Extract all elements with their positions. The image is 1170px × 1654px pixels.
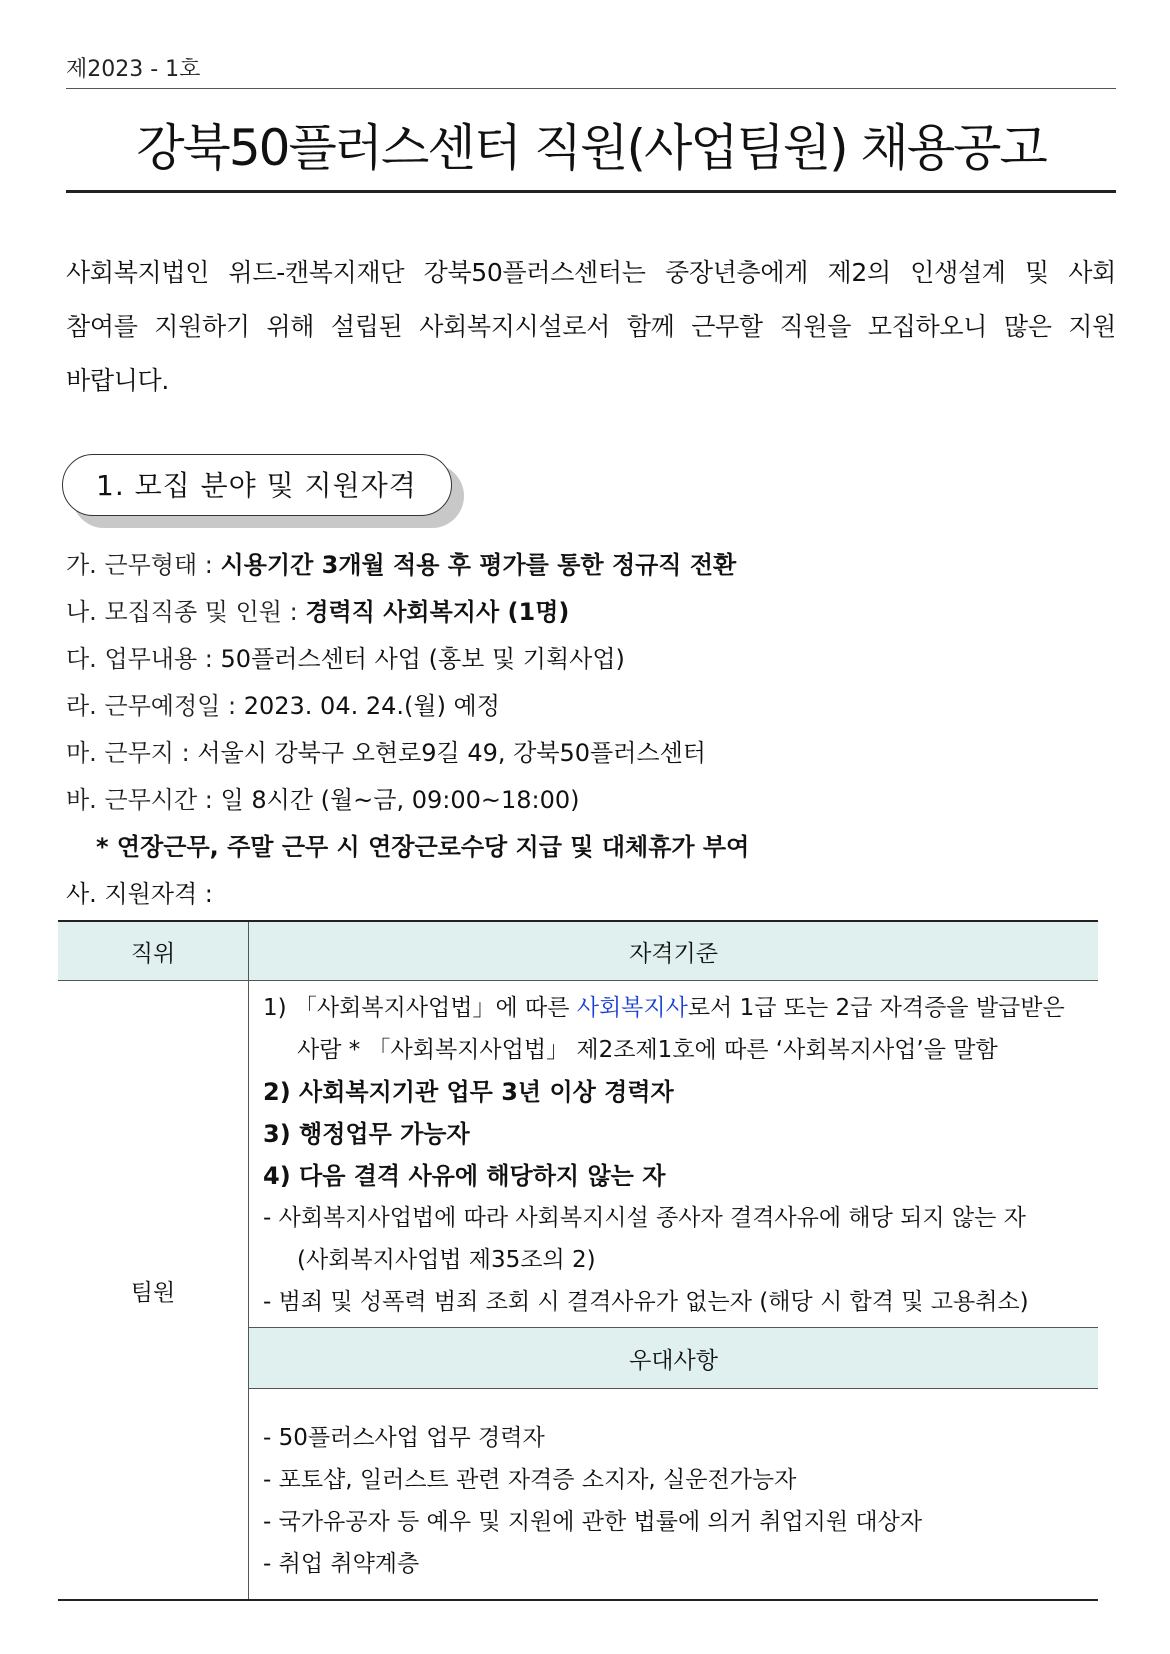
preference-item: - 50플러스사업 업무 경력자 bbox=[263, 1425, 545, 1451]
criteria-highlight: 사회복지사 bbox=[576, 995, 688, 1021]
criteria-text: 로서 1급 또는 2급 자격증을 발급받은 bbox=[687, 995, 1065, 1021]
preferences-header: 우대사항 bbox=[249, 1328, 1099, 1389]
detail-employment-type bbox=[66, 542, 1116, 589]
section-heading: 1. 모집 분야 및 지원자격 bbox=[96, 469, 417, 502]
recruitment-details bbox=[66, 542, 1116, 918]
qualification-label: 사. 지원자격 : bbox=[66, 880, 213, 908]
position-cell: 팀원 bbox=[58, 981, 249, 1601]
detail-value: 시용기간 3개월 적용 후 평가를 통한 정규직 전환 bbox=[220, 551, 737, 579]
detail-duties bbox=[66, 636, 1116, 683]
criteria-4: 4) 다음 결격 사유에 해당하지 않는 자 bbox=[263, 1162, 666, 1190]
detail-value: 경력직 사회복지사 (1명) bbox=[305, 598, 570, 626]
intro-line: 바랍니다. bbox=[66, 366, 170, 395]
table-row bbox=[58, 981, 1098, 1328]
header-criteria: 자격기준 bbox=[249, 921, 1099, 981]
detail-label: 다. 업무내용 : bbox=[66, 645, 221, 673]
detail-label: 라. 근무예정일 : bbox=[66, 692, 244, 720]
intro-paragraph bbox=[66, 246, 1116, 408]
criteria-4a: - 사회복지사업법에 따라 사회복지시설 종사자 결격사유에 해당 되지 않는 자 bbox=[263, 1205, 1026, 1231]
overtime-note: * 연장근무, 주말 근무 시 연장근로수당 지급 및 대체휴가 부여 bbox=[96, 833, 750, 861]
intro-line: 참여를 지원하기 위해 설립된 사회복지시설로서 함께 근무할 직원을 모집하오니 많은 지원 bbox=[66, 312, 1116, 341]
detail-start-date bbox=[66, 683, 1116, 730]
preference-item: - 국가유공자 등 예우 및 지원에 관한 법률에 의거 취업지원 대상자 bbox=[263, 1509, 923, 1535]
preference-item: - 취업 취약계층 bbox=[263, 1551, 420, 1577]
criteria-text: 1) 「사회복지사업법」에 따른 bbox=[263, 995, 577, 1021]
detail-value: 50플러스센터 사업 (홍보 및 기획사업) bbox=[220, 645, 625, 673]
detail-value: 2023. 04. 24.(월) 예정 bbox=[243, 692, 500, 720]
qualification-table bbox=[58, 920, 1098, 1601]
criteria-1 bbox=[263, 987, 1082, 1029]
document-number: 제2023 - 1호 bbox=[66, 57, 201, 82]
page-title: 강북50플러스센터 직원(사업팀원) 채용공고 bbox=[136, 119, 1046, 177]
detail-label: 가. 근무형태 : bbox=[66, 551, 221, 579]
detail-label: 마. 근무지 : bbox=[66, 739, 198, 767]
table-header-row bbox=[58, 921, 1098, 981]
preference-item: - 포토샵, 일러스트 관련 자격증 소지자, 실운전가능자 bbox=[263, 1467, 797, 1493]
header-position: 직위 bbox=[58, 921, 249, 981]
detail-position bbox=[66, 589, 1116, 636]
intro-line: 사회복지법인 위드-캔복지재단 강북50플러스센터는 중장년층에게 제2의 인생설계 및 사회 bbox=[66, 258, 1116, 287]
detail-label: 바. 근무시간 : bbox=[66, 786, 221, 814]
detail-value: 서울시 강북구 오현로9길 49, 강북50플러스센터 bbox=[197, 739, 706, 767]
criteria-4b: - 범죄 및 성폭력 범죄 조회 시 결격사유가 없는자 (해당 시 합격 및 고용취소) bbox=[263, 1289, 1029, 1315]
criteria-3: 3) 행정업무 가능자 bbox=[263, 1120, 470, 1148]
criteria-cell bbox=[249, 981, 1099, 1328]
detail-hours bbox=[66, 777, 1116, 824]
criteria-4a-cont: (사회복지사업법 제35조의 2) bbox=[297, 1247, 596, 1273]
preferences-cell bbox=[249, 1389, 1099, 1601]
criteria-1-cont: 사람 * 「사회복지사업법」 제2조제1호에 따른 ‘사회복지사업’을 말함 bbox=[297, 1037, 998, 1063]
detail-location bbox=[66, 730, 1116, 777]
criteria-2: 2) 사회복지기관 업무 3년 이상 경력자 bbox=[263, 1078, 674, 1106]
detail-value: 일 8시간 (월~금, 09:00~18:00) bbox=[220, 786, 580, 814]
top-divider bbox=[66, 88, 1116, 89]
detail-label: 나. 모집직종 및 인원 : bbox=[66, 598, 306, 626]
title-divider bbox=[66, 190, 1116, 193]
